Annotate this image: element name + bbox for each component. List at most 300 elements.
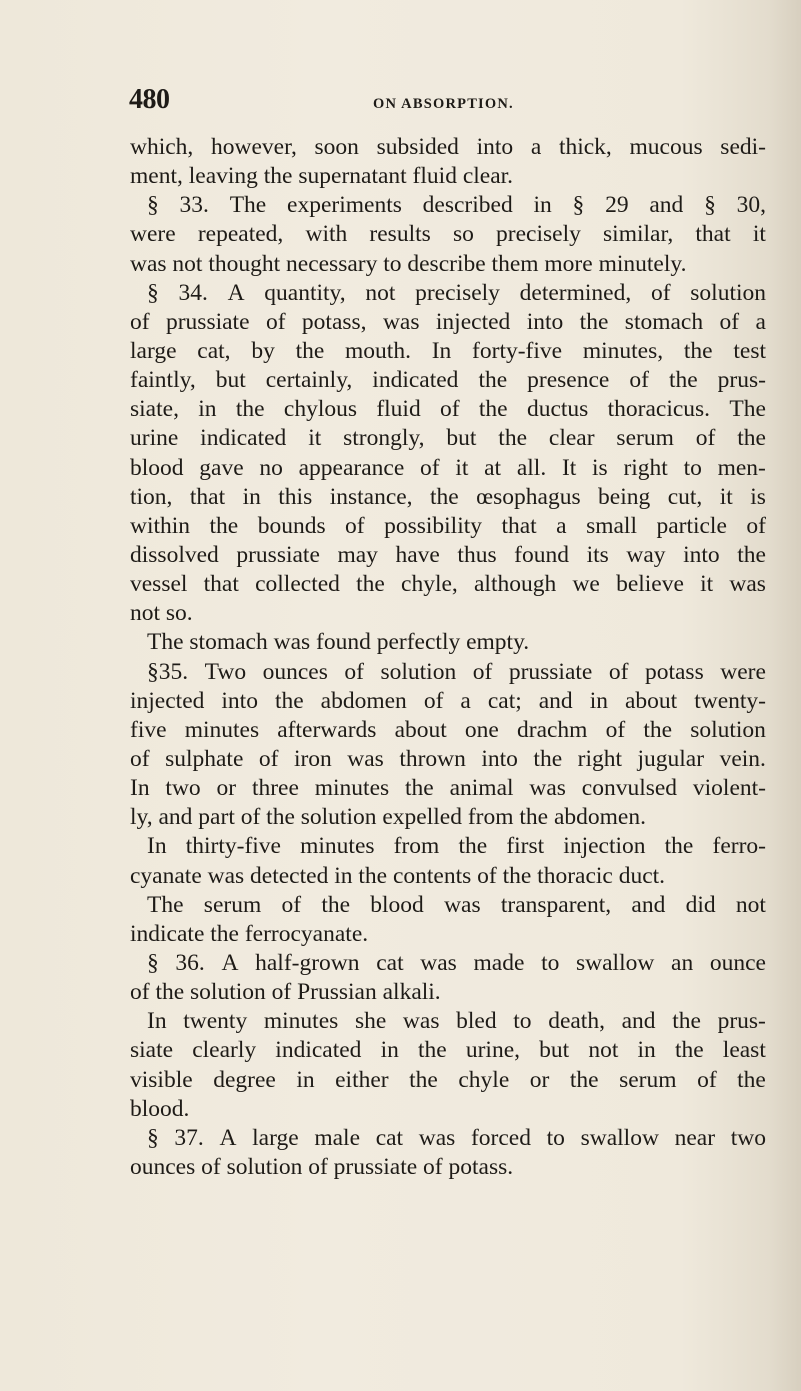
word: minutes	[300, 833, 375, 860]
word: minutes,	[582, 337, 664, 364]
word: vein.	[719, 745, 766, 772]
word: repeated,	[197, 221, 284, 248]
word: of	[423, 687, 444, 714]
word: siate	[130, 1037, 174, 1064]
word: minutes	[314, 775, 390, 802]
text-line	[130, 891, 766, 920]
word: jugular	[637, 745, 705, 772]
word: and	[649, 192, 684, 219]
word: indicated	[372, 367, 459, 394]
word: the	[737, 1066, 766, 1093]
word: In	[147, 833, 167, 860]
word: transparent,	[500, 891, 612, 918]
word: the	[672, 1008, 701, 1035]
word: of	[265, 308, 286, 335]
word: swallow	[580, 1124, 659, 1151]
word: about	[624, 687, 678, 714]
word: may	[337, 541, 378, 568]
word: potass	[644, 658, 704, 685]
page-number: 480	[129, 84, 170, 115]
word: of	[258, 745, 279, 772]
text-line	[130, 454, 766, 483]
running-title: ON ABSORPTION.	[373, 96, 514, 112]
word: prussiate	[165, 308, 250, 335]
text-line: was not thought necessary to describe them more minutely.	[130, 250, 687, 277]
word: test	[733, 337, 766, 364]
text-line	[130, 424, 766, 453]
word: œsophagus	[476, 483, 581, 510]
word: a	[755, 308, 766, 335]
word: thrown	[399, 745, 466, 772]
word: of	[605, 716, 626, 743]
word: of	[472, 658, 493, 685]
word: way	[626, 541, 666, 568]
word: in	[242, 483, 261, 510]
word: we	[572, 571, 600, 598]
word: twenty-	[694, 687, 766, 714]
word: cut,	[667, 483, 703, 510]
word: sedi-	[720, 134, 766, 160]
text-line: ment, leaving the supernatant fluid clear.	[130, 163, 514, 190]
word: small	[586, 512, 637, 539]
word: In	[431, 337, 452, 364]
word: by	[251, 337, 275, 364]
text-line	[130, 716, 766, 745]
word: the	[478, 367, 508, 394]
text-line	[130, 512, 766, 541]
word: but	[215, 367, 246, 394]
text-line: blood.	[130, 1095, 190, 1122]
word: cat	[376, 949, 404, 976]
word: large	[130, 337, 177, 364]
word: the	[664, 833, 694, 860]
word: right	[577, 745, 623, 772]
word: cat	[375, 1124, 404, 1151]
word: serum	[203, 891, 262, 918]
word: the	[683, 337, 713, 364]
word: The	[229, 192, 267, 219]
word: clearly	[192, 1037, 257, 1064]
word: near	[674, 1124, 716, 1151]
word: experiments	[287, 192, 402, 219]
word: the	[498, 425, 528, 452]
word: the	[274, 687, 304, 714]
word: The	[729, 396, 766, 423]
word: thus	[457, 541, 497, 568]
word: serum	[619, 1066, 677, 1093]
word: siate,	[130, 396, 179, 423]
word: the	[533, 745, 563, 772]
text-line	[130, 774, 766, 803]
word: the	[668, 367, 698, 394]
word: it	[308, 425, 322, 452]
word: first	[506, 833, 545, 860]
word: blood	[130, 454, 184, 481]
word: ferro-	[712, 833, 766, 860]
word: prus-	[717, 1008, 766, 1035]
word: degree	[213, 1066, 276, 1093]
word: results	[369, 221, 431, 248]
word: to	[513, 1008, 532, 1035]
word: to	[546, 1124, 565, 1151]
word: chyle,	[401, 571, 458, 598]
word: its	[586, 541, 609, 568]
word: of	[344, 658, 364, 685]
word: it	[752, 221, 766, 248]
text-line	[130, 658, 766, 687]
word: prus-	[717, 367, 766, 394]
word: was	[382, 308, 420, 335]
word: it	[455, 454, 469, 481]
word: the	[674, 1037, 704, 1064]
word: no	[259, 454, 283, 481]
word: presence	[527, 367, 610, 394]
word: at	[484, 454, 502, 481]
text-line: not so.	[130, 600, 193, 627]
word: an	[671, 949, 694, 976]
word: prussiate	[508, 658, 593, 685]
text-line	[130, 949, 766, 978]
word: the	[295, 337, 325, 364]
word: A	[219, 1124, 237, 1151]
text-line	[130, 366, 766, 395]
text-line: cyanate was detected in the contents of the thoracic duct.	[130, 862, 666, 889]
text-line	[130, 395, 766, 424]
word: determined,	[519, 279, 632, 306]
word: five	[130, 716, 167, 743]
word: into	[481, 745, 518, 772]
word: It	[561, 454, 577, 481]
text-line	[130, 541, 766, 570]
word: in	[380, 1037, 399, 1064]
word: the	[643, 716, 673, 743]
word: the	[569, 1066, 599, 1093]
text-line	[130, 745, 766, 774]
word: precisely	[496, 221, 581, 248]
word: urine,	[465, 1037, 521, 1064]
text-line	[130, 1066, 766, 1095]
word: in	[296, 1066, 315, 1093]
text-line	[130, 279, 766, 308]
word: the	[737, 541, 766, 568]
word: iron	[293, 745, 332, 772]
word: soon	[314, 134, 359, 160]
word: of	[719, 308, 740, 335]
word: three	[251, 775, 299, 802]
word: A	[227, 279, 245, 306]
word: believe	[616, 571, 684, 598]
word: large	[252, 1124, 299, 1151]
word: to	[541, 949, 560, 976]
word: §	[572, 192, 585, 219]
word: was	[347, 745, 384, 772]
word: visible	[130, 1066, 193, 1093]
word: ounce	[709, 949, 766, 976]
text-line	[130, 1124, 766, 1153]
word: right	[623, 454, 668, 481]
word: made	[473, 949, 525, 976]
word: drachm	[517, 716, 588, 743]
text-line	[130, 191, 766, 220]
word: it	[700, 571, 714, 598]
word: of	[746, 512, 766, 539]
word: was	[729, 571, 766, 598]
word: did	[685, 891, 716, 918]
word: that	[501, 512, 537, 539]
text-line	[130, 1036, 766, 1065]
word: were	[130, 221, 176, 248]
word: ounces	[262, 658, 328, 685]
word: forced	[470, 1124, 531, 1151]
word: was	[529, 775, 566, 802]
word: fluid	[376, 396, 421, 423]
word: in	[198, 396, 217, 423]
word: solution	[690, 279, 766, 306]
word: §	[147, 279, 159, 306]
text-line	[130, 1007, 766, 1036]
word: male	[314, 1124, 361, 1151]
word: half-grown	[255, 949, 360, 976]
word: solution	[690, 716, 766, 743]
word: injected	[130, 687, 205, 714]
word: appearance	[298, 454, 405, 481]
word: two	[165, 775, 201, 802]
text-line	[130, 687, 766, 716]
word: or	[216, 775, 237, 802]
word: bounds	[257, 512, 326, 539]
word: In	[147, 1008, 167, 1035]
word: faintly,	[130, 367, 196, 394]
word: is	[592, 454, 608, 481]
word: §	[704, 192, 716, 219]
word: injected	[435, 308, 511, 335]
word: about	[394, 716, 447, 743]
word: potass,	[301, 308, 367, 335]
word: with	[305, 221, 348, 248]
word: thick,	[558, 134, 612, 160]
word: indicated	[200, 425, 287, 452]
word: quantity,	[264, 279, 346, 306]
word: chylous	[283, 396, 357, 423]
word: of	[629, 367, 649, 394]
word: stomach	[624, 308, 704, 335]
word: in	[589, 687, 608, 714]
word: bled	[456, 1008, 497, 1035]
word: of	[650, 279, 671, 306]
text-line	[130, 483, 766, 512]
word: all.	[516, 454, 547, 481]
page-header	[129, 78, 689, 118]
word: of	[345, 512, 365, 539]
word: the	[579, 308, 609, 335]
word: she	[354, 1008, 387, 1035]
word: but	[539, 1037, 570, 1064]
word: solution	[380, 658, 457, 685]
word: not	[735, 891, 766, 918]
word: animal	[449, 775, 514, 802]
word: dissolved	[130, 541, 219, 568]
word: blood	[370, 891, 424, 918]
text-line: The stomach was found perfectly empty.	[147, 629, 530, 656]
word: was	[402, 1008, 440, 1035]
word: violent-	[692, 775, 766, 802]
word: a	[460, 687, 471, 714]
word: cat;	[487, 687, 522, 714]
word: subsided	[376, 134, 459, 160]
word: instance,	[329, 483, 413, 510]
word: and	[621, 1008, 656, 1035]
word: into	[476, 134, 514, 160]
word: the	[321, 891, 351, 918]
word: or	[529, 1066, 550, 1093]
word: abdomen	[320, 687, 407, 714]
word: was	[420, 949, 457, 976]
word: minutes	[184, 716, 260, 743]
word: the	[356, 571, 385, 598]
word: the	[235, 396, 265, 423]
word: mouth.	[345, 337, 411, 364]
word: were	[720, 658, 766, 685]
word: of	[281, 891, 302, 918]
word: the	[405, 775, 434, 802]
word: thirty-five	[185, 833, 281, 860]
word: being	[598, 483, 651, 510]
word: found	[514, 541, 569, 568]
word: cat,	[197, 337, 231, 364]
word: two	[730, 1124, 766, 1151]
word: 33.	[179, 192, 209, 219]
word: the	[418, 1037, 447, 1064]
word: so	[452, 221, 474, 248]
word: §	[147, 192, 159, 219]
text-line	[130, 832, 766, 861]
word: which,	[130, 134, 194, 160]
word: the	[409, 1066, 438, 1093]
word: a	[556, 512, 567, 539]
word: injection	[563, 833, 646, 860]
word: of	[695, 425, 716, 452]
word: not	[365, 279, 396, 306]
word: the	[737, 425, 766, 452]
word: 29	[605, 192, 629, 219]
word: the	[430, 483, 459, 510]
word: prussiate	[236, 541, 320, 568]
text-line	[130, 133, 766, 162]
word: collected	[255, 571, 340, 598]
word: forty-five	[472, 337, 563, 364]
word: of	[130, 745, 150, 772]
word: 37.	[174, 1124, 204, 1151]
word: convulsed	[581, 775, 678, 802]
word: of	[697, 1066, 717, 1093]
body-text	[130, 133, 766, 1182]
word: gave	[199, 454, 244, 481]
word: afterwards	[277, 716, 377, 743]
word: men-	[717, 454, 766, 481]
word: swallow	[576, 949, 655, 976]
word: of	[608, 658, 629, 685]
word: twenty	[183, 1008, 248, 1035]
word: in	[533, 192, 552, 219]
text-line	[130, 308, 766, 337]
word: thoracicus.	[607, 396, 711, 423]
word: §35.	[147, 658, 189, 685]
word: the	[209, 512, 239, 539]
word: §	[147, 949, 159, 976]
word: vessel	[130, 571, 188, 598]
word: precisely	[415, 279, 500, 306]
word: although	[474, 571, 557, 598]
text-line	[130, 570, 766, 599]
word: of	[440, 396, 460, 423]
word: into	[526, 308, 564, 335]
word: have	[395, 541, 440, 568]
text-line: indicate the ferrocyanate.	[130, 920, 369, 947]
word: 36.	[175, 949, 205, 976]
word: that	[189, 483, 226, 510]
word: to	[683, 454, 702, 481]
word: one	[464, 716, 499, 743]
word: similar,	[603, 221, 674, 248]
word: least	[722, 1037, 766, 1064]
word: certainly,	[265, 367, 353, 394]
text-line	[130, 337, 766, 366]
word: indicated	[275, 1037, 362, 1064]
word: death,	[548, 1008, 605, 1035]
word: within	[130, 512, 191, 539]
word: it	[719, 483, 733, 510]
word: either	[335, 1066, 389, 1093]
text-line: of the solution of Prussian alkali.	[130, 979, 441, 1006]
word: that	[203, 571, 239, 598]
word: and	[631, 891, 666, 918]
word: chyle	[458, 1066, 510, 1093]
word: minutes	[263, 1008, 339, 1035]
word: possibility	[384, 512, 483, 539]
word: of	[130, 308, 150, 335]
word: into	[221, 687, 258, 714]
word: but	[446, 425, 477, 452]
word: a	[530, 134, 542, 160]
word: In	[130, 775, 150, 802]
word: the	[458, 833, 488, 860]
text-line	[130, 220, 766, 249]
word: this	[278, 483, 313, 510]
word: The	[147, 891, 184, 918]
word: the	[478, 396, 508, 423]
word: that	[695, 221, 731, 248]
word: is	[750, 483, 766, 510]
word: sulphate	[165, 745, 244, 772]
word: was	[444, 891, 481, 918]
word: Two	[204, 658, 247, 685]
word: 34.	[178, 279, 208, 306]
word: was	[418, 1124, 456, 1151]
word: urine	[130, 425, 179, 452]
word: §	[147, 1124, 159, 1151]
word: strongly,	[343, 425, 425, 452]
word: from	[393, 833, 440, 860]
word: ductus	[526, 396, 589, 423]
word: tion,	[130, 483, 173, 510]
text-line: ounces of solution of prussiate of potass.	[130, 1153, 514, 1180]
word: clear	[548, 425, 595, 452]
text-line: ly, and part of the solution expelled from the abdomen.	[130, 804, 646, 831]
word: of	[420, 454, 440, 481]
word: serum	[616, 425, 674, 452]
word: however,	[211, 134, 297, 160]
word: particle	[656, 512, 727, 539]
